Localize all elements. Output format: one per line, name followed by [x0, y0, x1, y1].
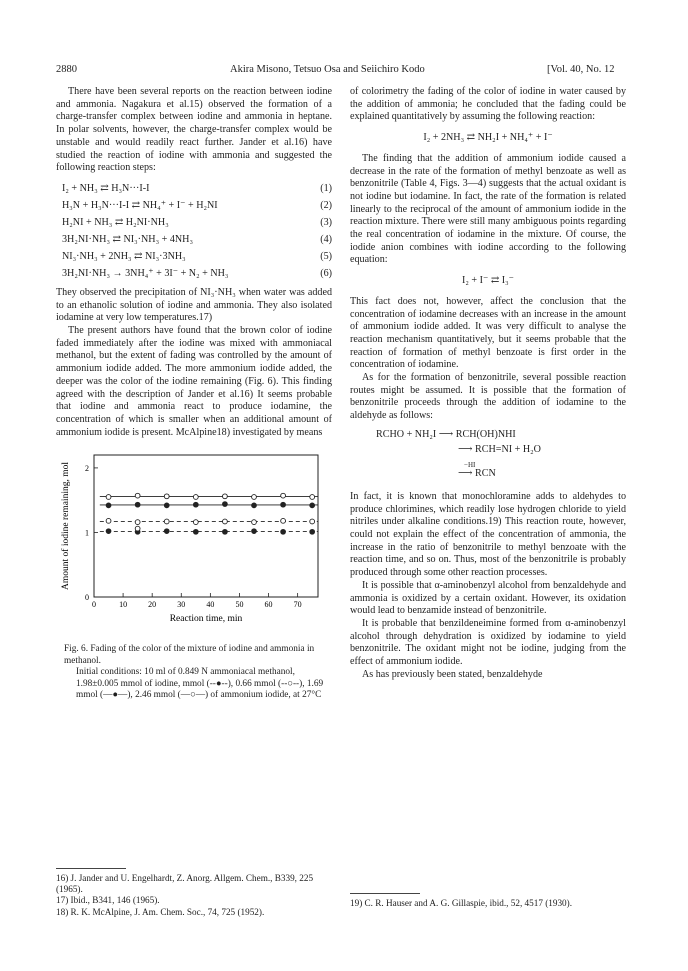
data-point: [252, 529, 257, 534]
paragraph: This fact does not, however, affect the conclusion that the concentration of iodamine decreases with an increase in the amount of ammonium iodide added. It was very difficult to analyse the reaction mechanism quantitatively, but it seems probable that the reaction of formation of methyl benzoate is first order in the concentration of iodamine.: [350, 295, 626, 371]
data-point: [281, 494, 286, 499]
data-point: [164, 519, 169, 524]
data-point: [281, 519, 286, 524]
data-point: [252, 495, 257, 500]
data-point: [164, 503, 169, 508]
x-tick-label: 60: [264, 600, 273, 610]
reaction-scheme: [376, 429, 626, 483]
y-tick-label: 2: [85, 464, 89, 474]
header-volume: [Vol. 40, No. 12: [547, 64, 615, 75]
equation: I₂ + I⁻ ⇄ I₃⁻: [461, 275, 515, 287]
data-point: [135, 527, 140, 532]
data-point: [164, 494, 169, 499]
paragraph: They observed the precipitation of NI₃·NH₃ when water was added to an ethanolic solution of iodine and ammonia. They also isolated iodamine at very low temperatures.17): [56, 286, 332, 324]
data-point: [252, 520, 257, 525]
plot-frame: [94, 455, 318, 597]
equation-number: (4): [320, 234, 332, 246]
left-column: [56, 86, 332, 702]
right-column: [350, 86, 626, 681]
equation: NI₃·NH₃ + 2NH₃ ⇄ NI₃·3NH₃: [62, 251, 186, 263]
scheme-label: −HI: [464, 460, 476, 469]
footnotes-right: [350, 881, 626, 909]
data-point: [223, 519, 228, 524]
equation: I₂ + NH₃ ⇄ H₃N···I-I: [62, 183, 150, 195]
scheme-line: ⟶ RCN: [458, 467, 496, 479]
equation: 3H₂NI·NH₃ ⇄ NI₃·NH₃ + 4NH₃: [62, 234, 193, 246]
data-point: [310, 530, 315, 535]
footnote-rule: [350, 893, 420, 894]
data-point: [223, 530, 228, 535]
data-point: [193, 530, 198, 535]
data-point: [106, 519, 111, 524]
data-point: [193, 495, 198, 500]
data-point: [281, 530, 286, 535]
reaction-steps: [62, 181, 332, 283]
caption-conditions: Initial conditions: 10 ml of 0.849 N ammoniacal methanol, 1.98±0.005 mmol of iodine, mmol (--●--), 0.66 mmol (--○--), 1.69 mmol (—●—), 2.46 mmol (—○—) of ammonium iodide, at 27°C: [76, 667, 324, 701]
data-point: [252, 503, 257, 508]
equation-number: (2): [320, 200, 332, 212]
equation: H₃N + H₃N···I-I ⇄ NH₄⁺ + I⁻ + H₂NI: [62, 200, 218, 212]
data-point: [281, 503, 286, 508]
data-point: [135, 503, 140, 508]
paragraph: It is possible that α-aminobenzyl alcohol from benzaldehyde and ammonia is oxidized by a certain oxidant. However, its oxidation would lead to benzamide instead of benzonitrile.: [350, 579, 626, 617]
page-number: 2880: [56, 64, 77, 75]
footnote: 19) C. R. Hauser and A. G. Gillaspie, ibid., 52, 4517 (1930).: [350, 898, 573, 908]
equation: I₂ + 2NH₃ ⇄ NH₂I + NH₄⁺ + I⁻: [423, 132, 553, 144]
data-point: [106, 503, 111, 508]
x-tick-label: 0: [92, 600, 96, 610]
footnotes-left: [56, 856, 332, 918]
x-tick-label: 20: [148, 600, 157, 610]
equation-number: (1): [320, 183, 332, 195]
paragraph: of colorimetry the fading of the color of iodine in water caused by the addition of ammonia; he concluded that the fading could be explained quantitatively by assuming the following reaction:: [350, 86, 626, 123]
paragraph: In fact, it is known that monochloramine adds to aldehydes to produce chlorimines, which readily lose hydrogen chloride to yield nitriles under alkaline conditions.19) This reaction route, however, could not explain the effect of the concentration of ammonia, the increase in the ratio of benzonitrile to methyl benzoate with the reaction time, and so on. Thus, most of the benzonitrile is probably produced through some other reaction processes.: [350, 490, 626, 579]
scheme-line: ⟶ RCH=NI + H₂O: [458, 443, 541, 455]
paragraph: It is probable that benzildeneimine formed from α-aminobenzyl alcohol through dehydration is oxidized by iodamine to yield benzonitrile. The oxidant might not be iodine, judging from the effect of ammonium iodide.: [350, 617, 626, 668]
y-axis-label: Amount of iodine remaining, mol: [61, 462, 71, 591]
x-tick-label: 50: [235, 600, 244, 610]
data-point: [164, 529, 169, 534]
data-point: [223, 494, 228, 499]
x-tick-label: 40: [206, 600, 215, 610]
header-authors: Akira Misono, Tetsuo Osa and Seiichiro Kodo: [230, 64, 425, 75]
data-point: [135, 520, 140, 525]
paragraph: The present authors have found that the brown color of iodine faded immediately after the iodine was mixed with ammoniacal methanol, but the extent of fading was controlled by the amount of ammonium iodide added. The more ammonium iodide added, the deeper was the color of the iodine remaining (Fig. 6). This finding agreed with the description of Jander et al.16) It seems probable that iodine and ammonia react to produce iodamine, the concentration of which is smaller when an additional amount of ammonium iodide is present. McAlpine18) investigated by means: [56, 325, 332, 438]
footnote-rule: [56, 868, 126, 869]
data-point: [106, 529, 111, 534]
x-tick-label: 30: [177, 600, 186, 610]
running-header: [0, 64, 688, 80]
y-tick-label: 0: [85, 593, 89, 603]
equation-number: (3): [320, 217, 332, 229]
x-axis-label: Reaction time, min: [169, 614, 243, 625]
equation-row: [62, 249, 332, 266]
equation-row: [62, 198, 332, 215]
data-point: [310, 495, 315, 500]
figure-6: [56, 447, 332, 642]
fading-chart: [56, 447, 332, 637]
data-point: [310, 503, 315, 508]
x-tick-label: 70: [293, 600, 302, 610]
data-point: [193, 520, 198, 525]
equation: H₂NI + NH₃ ⇄ H₂NI·NH₃: [62, 217, 169, 229]
equation-number: (5): [320, 251, 332, 263]
paragraph: The finding that the addition of ammonium iodide caused a decrease in the rate of the formation of methyl benzoate as well as benzonitrile (Table 4, Figs. 3—4) suggests that the actual oxidant is not iodine but iodamine. In fact, the rate of the formation is related linearly to the reciprocal of the amount of ammonium iodide in the reaction mixture. There were still many ambiguous points regarding the real concentration of iodamine in the mixture. Of course, the iodide anion combines with iodine according to the following equation:: [350, 152, 626, 266]
paragraph: As for the formation of benzonitrile, several possible reaction routes might be assumed. It is possible that the formation of benzonitrile proceeds through the addition of iodamine to the aldehyde as follows:: [350, 372, 626, 422]
footnote: 16) J. Jander and U. Engelhardt, Z. Anorg. Allgem. Chem., B339, 225 (1965).: [56, 873, 314, 895]
paragraph: There have been several reports on the reaction between iodine and ammonia. Nagakura et al.15) observed the formation of a charge-transfer complex between iodine and ammonia in heptane. In polar solvents, however, the charge-transfer complex would be unstable and would readily react further. Jander et al.16) have studied the reaction of iodine with ammonia and suggested the following reaction steps:: [56, 86, 332, 174]
footnote: 18) R. K. McAlpine, J. Am. Chem. Soc., 74, 725 (1952).: [56, 906, 265, 917]
data-point: [223, 502, 228, 507]
data-point: [135, 494, 140, 499]
equation-row: [62, 181, 332, 198]
y-tick-label: 1: [85, 528, 89, 538]
equation-number: (6): [320, 268, 332, 280]
footnote: 17) Ibid., B341, 146 (1965).: [56, 895, 160, 906]
caption-title: Fig. 6. Fading of the color of the mixture of iodine and ammonia in methanol.: [64, 644, 315, 666]
x-tick-label: 10: [119, 600, 128, 610]
data-point: [106, 495, 111, 500]
scheme-line: RCHO + NH₂I ⟶ RCH(OH)NHI: [376, 428, 516, 440]
equation-row: [62, 266, 332, 283]
data-point: [310, 519, 315, 524]
equation-row: [62, 232, 332, 249]
data-point: [193, 503, 198, 508]
equation: 3H₂NI·NH₃ → 3NH₄⁺ + 3I⁻ + N₂ + NH₃: [62, 268, 229, 280]
paragraph: As has previously been stated, benzaldehyde: [362, 668, 543, 680]
equation-row: [62, 215, 332, 232]
figure-caption: [64, 644, 332, 702]
